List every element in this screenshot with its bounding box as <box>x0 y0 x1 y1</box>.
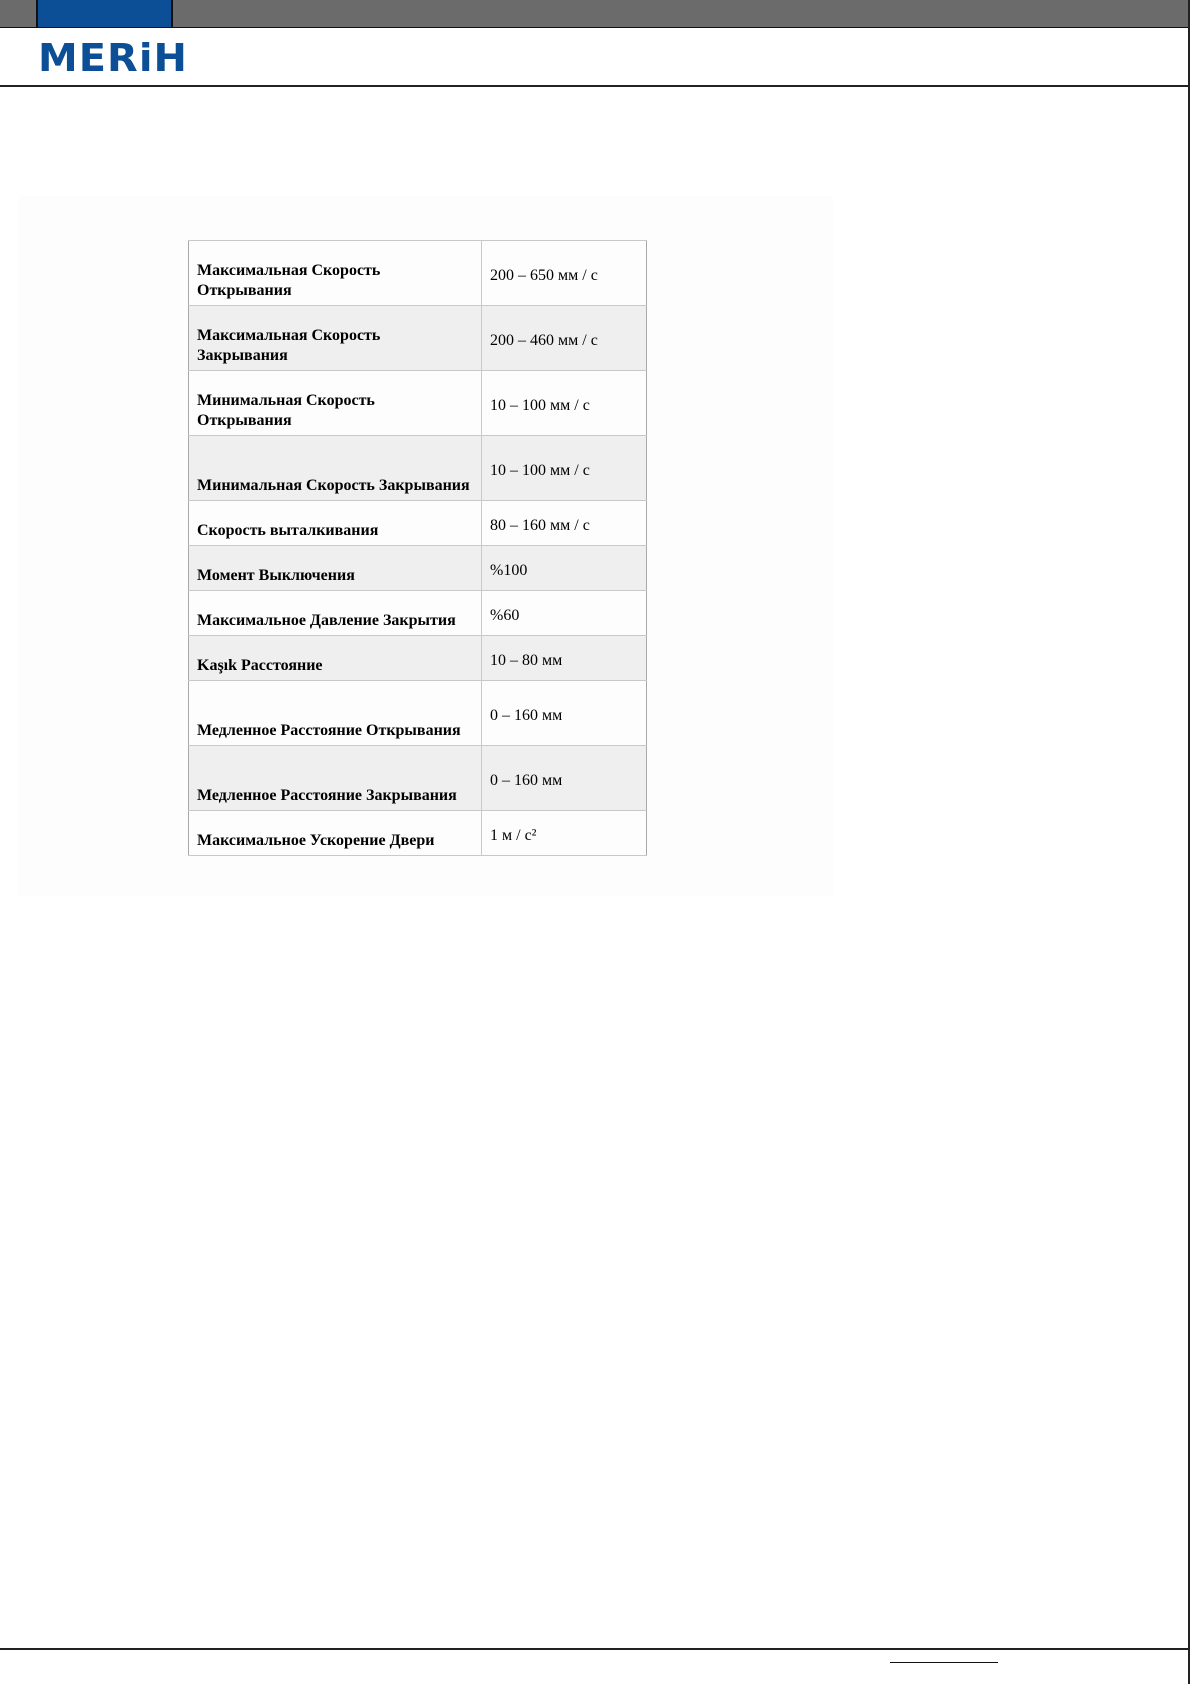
top-color-strip <box>0 0 1190 28</box>
spec-value: 0 – 160 мм <box>482 681 647 746</box>
table-row <box>189 501 647 546</box>
spec-param: Минимальная Скорость Открывания <box>189 371 482 436</box>
spec-value: 10 – 100 мм / с <box>482 371 647 436</box>
merih-logo: MERiH <box>38 36 189 80</box>
table-row <box>189 636 647 681</box>
spec-param: Максимальное Ускорение Двери <box>189 811 482 856</box>
table-row <box>189 681 647 746</box>
spec-param: Минимальная Скорость Закрывания <box>189 436 482 501</box>
spec-value: 200 – 650 мм / с <box>482 241 647 306</box>
spec-param: Kaşık Расстояние <box>189 636 482 681</box>
spec-value: 0 – 160 мм <box>482 746 647 811</box>
spec-param: Медленное Расстояние Открывания <box>189 681 482 746</box>
table-row <box>189 591 647 636</box>
top-accent-block <box>36 0 173 27</box>
table-row <box>189 811 647 856</box>
spec-param: Максимальная Скорость Открывания <box>189 241 482 306</box>
spec-param: Максимальная Скорость Закрывания <box>189 306 482 371</box>
spec-param: Медленное Расстояние Закрывания <box>189 746 482 811</box>
spec-param: Момент Выключения <box>189 546 482 591</box>
spec-value: %100 <box>482 546 647 591</box>
spec-value: 10 – 100 мм / с <box>482 436 647 501</box>
table-row <box>189 306 647 371</box>
spec-value: 80 – 160 мм / с <box>482 501 647 546</box>
table-row <box>189 241 647 306</box>
spec-param: Максимальное Давление Закрытия <box>189 591 482 636</box>
table-row <box>189 546 647 591</box>
spec-param: Скорость выталкивания <box>189 501 482 546</box>
page-header <box>0 28 1190 87</box>
table-row <box>189 436 647 501</box>
spec-value: %60 <box>482 591 647 636</box>
footer-rule <box>0 1648 1190 1650</box>
table-row <box>189 746 647 811</box>
footer-underline <box>890 1662 998 1663</box>
spec-value: 10 – 80 мм <box>482 636 647 681</box>
table-row <box>189 371 647 436</box>
spec-value: 1 м / с² <box>482 811 647 856</box>
spec-value: 200 – 460 мм / с <box>482 306 647 371</box>
spec-table <box>188 240 647 856</box>
